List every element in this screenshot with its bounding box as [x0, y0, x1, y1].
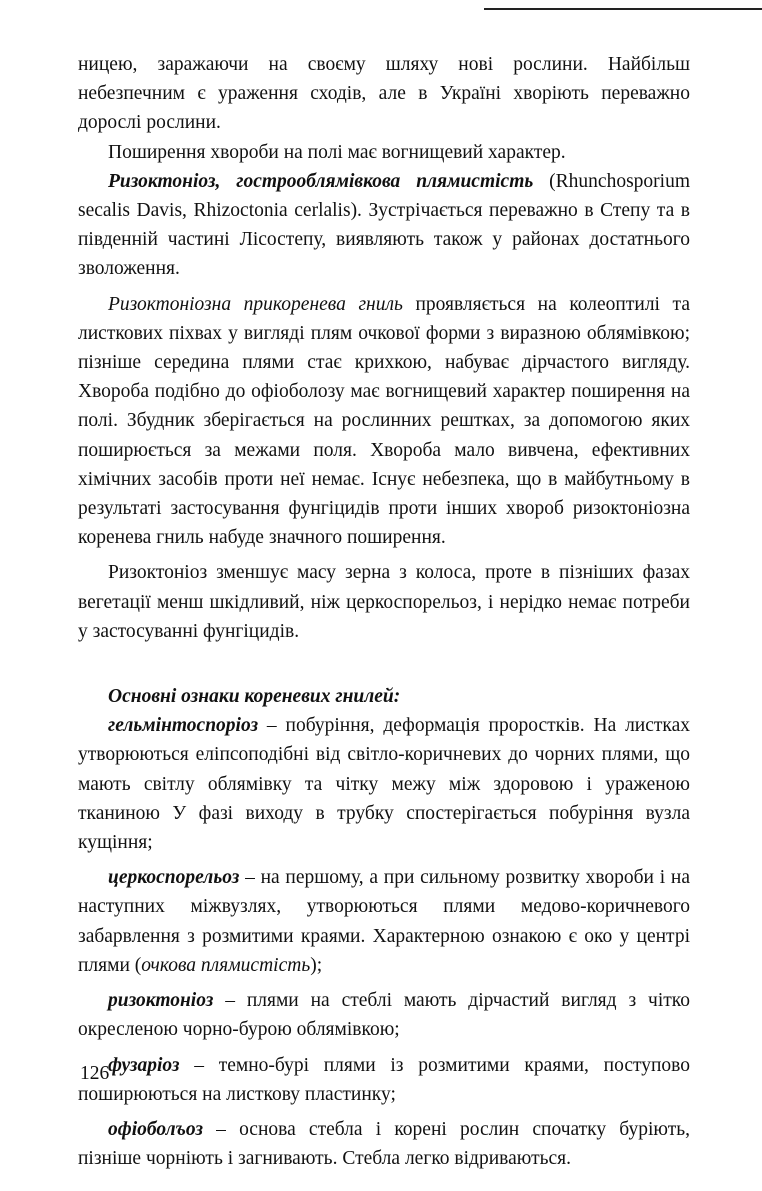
text-helminthosporiosis: – побуріння, деформація проростків. На листках утворюються еліпсоподібні від світло-коричневих до чорних плями, що мають світлу облямівку та чітку межу між здоровою і ураженою тканиною У фазі виходу в трубку спостерігається побуріння вузла кущіння;: [78, 715, 690, 854]
text-cercosporellosis: – на першому, а при сильному розвитку хвороби і на наступних міжвузлях, утворюються плями медово-коричневого забарвлення з розмитими краями. Характерною ознакою є око у центрі плями (: [78, 867, 690, 976]
term-rhizoctoniosis: ризоктоніоз: [108, 990, 214, 1012]
paragraph-root-rot: [78, 290, 690, 553]
paragraph-continuation: ницею, заражаючи на своєму шляху нові рослини. Найбільш небезпечним є ураження сходів, але в Україні хворіють переважно дорослі рослини.: [78, 54, 690, 134]
list-item-cercosporellosis: [78, 863, 690, 980]
term-rhizoctoniosis-spot: Ризоктоніоз, гострооблямівкова плямистість: [108, 170, 534, 192]
text-ophiobolosis: – основа стебла і корені рослин спочатку буріють, пізніше чорніють і загнивають. Стебла легко відриваються.: [78, 1118, 690, 1170]
tail-cercosporellosis: );: [310, 954, 323, 976]
list-item-ophiobolosis: [78, 1115, 690, 1173]
text-rhizoctoniosis: – плями на стеблі мають дірчастий вигляд з чітко окресленою чорно-бурою облямівкою;: [78, 990, 690, 1041]
text-root-rot: проявляється на колеоптилі та листкових піхвах у вигляді плям очкової форми з виразною облямівкою; пізніше середина плями стає крихкою, набуває дірчастого вигляду. Хвороба подібно до офіоболозу має вогнищевий характер поширення на полі. Збудник зберігається на рослинних рештках, за допомогою яких поширюється за межами поля. Хвороба мало вивчена, ефективних хімічних засобів проти неї немає. Існує небезпека, що в майбутньому в результаті застосування фунгіцидів проти інших хвороб ризоктоніозна коренева гниль набуде значного поширення.: [78, 293, 690, 549]
section-heading-text: Основні ознаки кореневих гнилей:: [108, 686, 401, 708]
header-rule: [484, 8, 762, 10]
list-item-fusariosis: [78, 1051, 690, 1109]
term-cercosporellosis: церкоспорельоз: [108, 867, 240, 889]
list-item-rhizoctoniosis: [78, 986, 690, 1044]
list-item-helminthosporiosis: [78, 711, 690, 857]
paragraph-spread: Поширення хвороби на полі має вогнищевий характер.: [108, 141, 566, 163]
text-fusariosis: – темно-бурі плями із розмитими краями, поступово поширюються на листкову пластинку;: [78, 1054, 690, 1105]
term-ophiobolosis: офіоболъоз: [108, 1118, 203, 1140]
term-fusariosis: фузаріоз: [108, 1054, 180, 1076]
page-number: 126: [80, 1063, 110, 1084]
section-heading: [78, 682, 690, 711]
paragraph-grain-mass: Ризоктоніоз зменшує масу зерна з колоса, проте в пізніших фазах вегетації менш шкідливий, ніж церкоспорельоз, і нерідко немає потреби у застосуванні фунгіцидів.: [78, 562, 690, 642]
term-root-rot: Ризоктоніозна прикоренева гниль: [108, 293, 403, 315]
text-rhizoctoniosis-spot: (Rhunchosporium secalis Davis, Rhizoctonia cerlalis). Зустрічається переважно в Степу та в південній частині Лісостепу, виявляють також у районах достатнього зволоження.: [78, 170, 691, 280]
term-helminthosporiosis: гельмінтоспоріоз: [108, 715, 259, 737]
italic-eye-spot: очкова плямистість: [141, 954, 311, 976]
paragraph-rhizoctoniosis-spot: [78, 167, 690, 284]
page-body: [78, 50, 690, 1173]
